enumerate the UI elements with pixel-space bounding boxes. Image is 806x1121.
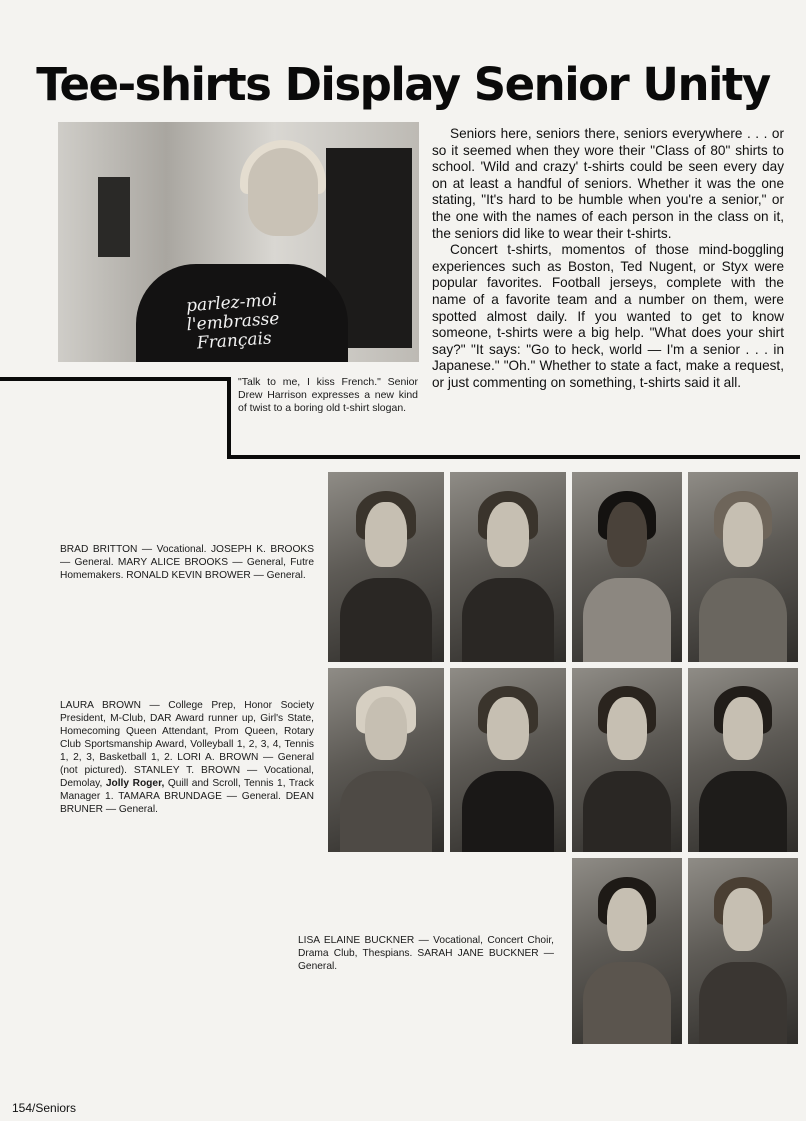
- names-group-1: BRAD BRITTON — Vocational. JOSEPH K. BROOKS — General. MARY ALICE BROOKS — General, Futre Homemakers. RONALD KEVIN BROWER — General.: [60, 544, 314, 581]
- page-footer: 154/Seniors: [12, 1101, 77, 1115]
- feature-photo: [58, 122, 419, 362]
- names-group-2-text-a: LAURA BROWN — College Prep, Honor Society President, M-Club, DAR Award runner up, Girl's State, Homecoming Queen Attendant, Prom Queen, Rotary Club Sportsmanship Award, Volleyball 1, 2, 3, 4, Tennis 1, 2, 3, Basketball 1, 2. LORI A. BROWN — General (not pictured). STANLEY T. BROWN — Vocational, Demolay,: [60, 700, 314, 789]
- rule-left: [0, 377, 230, 381]
- portrait-brad-britton: [328, 472, 444, 662]
- names-group-2-bold: Jolly Roger,: [105, 778, 165, 789]
- portrait-joseph-brooks: [450, 472, 566, 662]
- portrait-tamara-brundage: [572, 668, 682, 852]
- names-group-2-text-b: Quill and Scroll, Tennis 1, Track Manager 1. TAMARA BRUNDAGE — General. DEAN BRUNER — General.: [60, 778, 314, 815]
- student-face: [248, 148, 318, 236]
- wall-phone-left: [98, 177, 130, 257]
- photo-caption: "Talk to me, I kiss French." Senior Drew Harrison expresses a new kind of twist to a boring old t-shirt slogan.: [238, 376, 418, 414]
- shirt-slogan: [156, 289, 310, 356]
- names-group-2: [60, 699, 314, 816]
- shirt-slogan-line-3: Français: [196, 328, 273, 354]
- portrait-lisa-buckner: [572, 858, 682, 1044]
- shirt-slogan-line-1: parlez-moi: [185, 289, 278, 317]
- rule-right: [227, 455, 800, 459]
- portrait-stanley-brown: [450, 668, 566, 852]
- portrait-dean-bruner: [688, 668, 798, 852]
- portrait-sarah-buckner: [688, 858, 798, 1044]
- article-body: [432, 126, 784, 392]
- portrait-ronald-brower: [688, 472, 798, 662]
- article-paragraph-1: Seniors here, seniors there, seniors everywhere . . . or so it seemed when they wore their "Class of 80" shirts to school. 'Wild and crazy' t-shirts could be seen every day on at least a handful of seniors. Whether it was the one stating, "It's hard to be humble when you're a senior," or the one with the names of each person in the class on it, the seniors did like to wear their t-shirts.: [432, 126, 784, 241]
- names-group-3: LISA ELAINE BUCKNER — Vocational, Concert Choir, Drama Club, Thespians. SARAH JANE BUCKNER — General.: [298, 935, 554, 972]
- portrait-laura-brown: [328, 668, 444, 852]
- shirt-slogan-line-2: l'embrasse: [185, 308, 281, 336]
- page-title: Tee-shirts Display Senior Unity: [36, 58, 770, 111]
- rule-vertical: [227, 377, 231, 459]
- article-paragraph-2: Concert t-shirts, momentos of those mind-boggling experiences such as Boston, Ted Nugent, or Styx were popular favorites. Football jerseys, complete with the name of a favorite team and a number on them, were spotted almost daily. If you wanted to get to know someone, t-shirts were a big help. "What does your shirt say?" "It says: "Go to heck, world — I'm a senior . . . in Japanese." "Oh." Whether to state a fact, make a request, or just commenting on something, t-shirts said it all.: [432, 242, 784, 390]
- portrait-mary-alice-brooks: [572, 472, 682, 662]
